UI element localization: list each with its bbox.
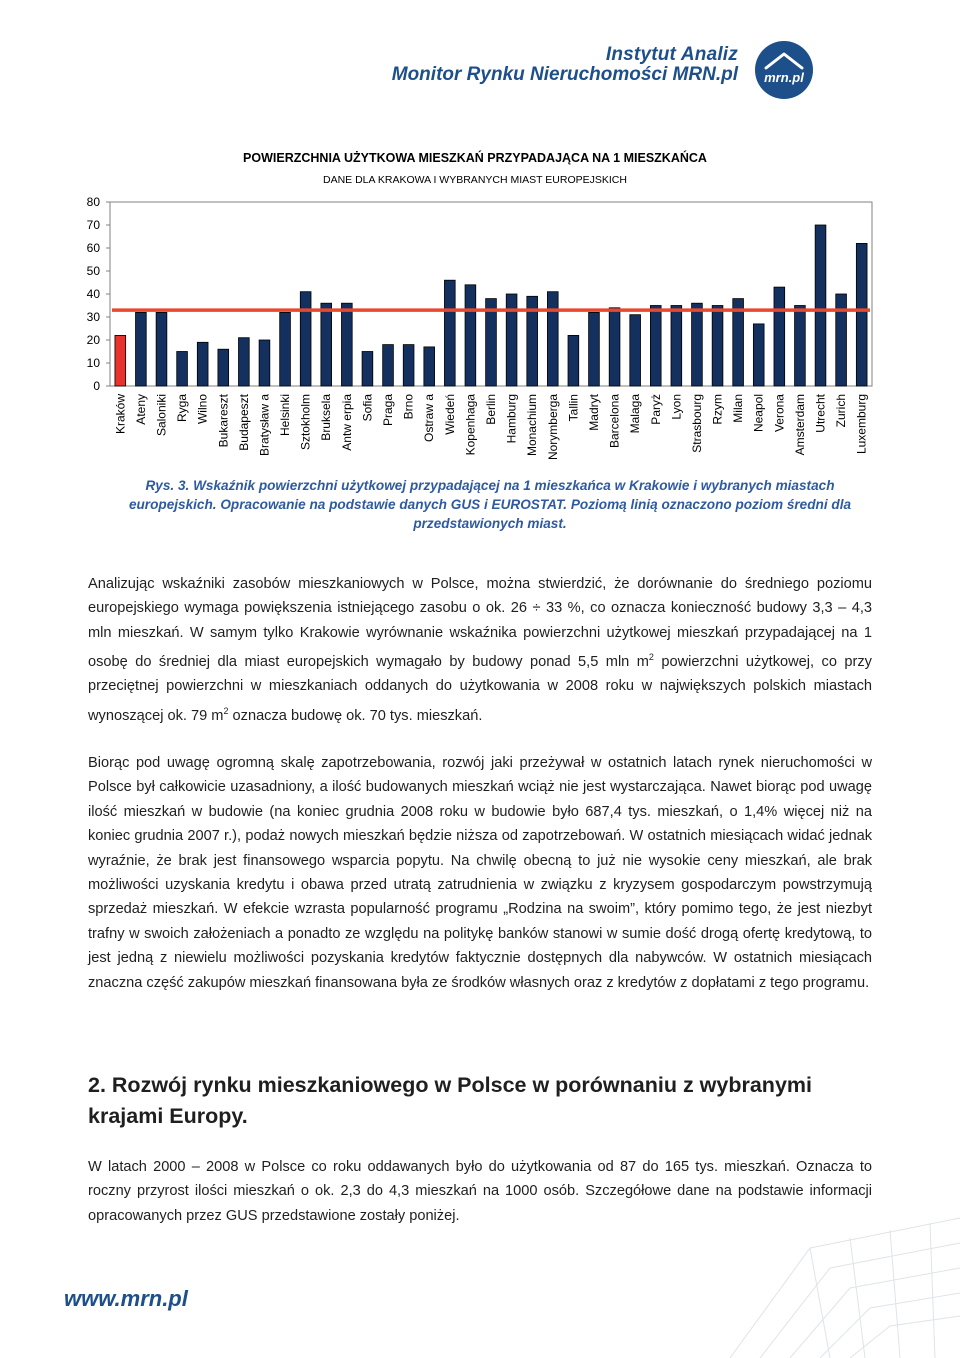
bar-0 [115,335,126,386]
bar-35 [836,294,847,386]
bar-33 [795,306,806,387]
category-label: Kopenhaga [463,394,478,456]
category-label: Sztokholm [298,394,313,451]
category-label: Strasbourg [689,394,704,453]
bar-9 [300,292,311,386]
bar-14 [403,345,414,386]
category-label: Luxemburg [854,394,869,455]
caption-line-2: europejskich. Opracowanie na podstawie danych GUS i EUROSTAT. Poziomą linią oznaczono poziom średni dla [128,497,852,512]
paragraph-1-part-b: powierzchni użytkowej, co przy przeciętnej powierzchni w mieszkaniach oddanych do użytkowania w 2008 roku w największych polskich miastach wynoszącej ok. 79 m [88,654,872,724]
paragraph-1 [88,572,872,728]
bar-36 [856,243,867,386]
caption-line-1: Rys. 3. Wskaźnik powierzchni użytkowej przypadającej na 1 mieszkańca w Krakowie i wybranych miastach [145,478,835,493]
bars [115,225,867,386]
category-label: Praga [381,394,396,427]
bar-28 [692,303,703,386]
mrn-logo-icon [752,38,816,102]
category-label: Wilno [195,394,210,425]
category-labels [113,393,868,460]
bar-11 [341,303,352,386]
bar-3 [177,352,188,387]
category-label: Monachium [525,394,540,457]
category-label: Zurich [834,394,849,428]
category-label: Tallin [566,394,581,422]
category-label: Bruksela [319,394,334,441]
category-label: Antw erpia [339,394,354,451]
category-label: Milan [731,394,746,423]
category-label: Ryga [175,394,190,423]
bar-13 [383,345,394,386]
y-tick-label: 20 [86,333,100,347]
category-label: Amsterdam [792,394,807,456]
category-label: Utrecht [813,394,828,433]
bar-19 [506,294,517,386]
bar-15 [424,347,435,386]
superscript-1: 2 [648,652,654,663]
bar-32 [774,287,785,386]
category-label: Brno [401,394,416,420]
footer-url-link[interactable]: www.mrn.pl [64,1286,188,1311]
category-label: Ateny [133,394,148,425]
bar-26 [650,306,661,387]
category-label: Barcelona [607,394,622,449]
bar-10 [321,303,332,386]
category-label: Hamburg [504,394,519,444]
bar-21 [547,292,558,386]
bar-1 [136,312,147,386]
superscript-2: 2 [223,705,229,716]
bar-22 [568,335,579,386]
bar-34 [815,225,826,386]
caption-line-3: przedstawionych miast. [413,516,567,531]
y-tick-label: 80 [86,195,100,209]
bar-29 [712,306,723,387]
logo-line-monitor: Monitor Rynku Nieruchomości MRN.pl [391,64,738,85]
category-label: Ostraw a [422,394,437,443]
bar-25 [630,315,641,386]
category-label: Helsinki [278,394,293,437]
category-label: Paryż [648,394,663,425]
bar-24 [609,308,620,386]
category-label: Malaga [628,394,643,434]
category-label: Norymberga [545,394,560,461]
bar-5 [218,349,229,386]
paragraph-1-part-a: Analizując wskaźniki zasobów mieszkaniowych w Polsce, można stwierdzić, że dorównanie do średniego poziomu europejskiego wymaga powiększenia istniejącego zasobu o ok. 26 ÷ 33 %, co oznacza konieczność budowy 3,3 – 4,3 mln mieszkań. W samym tylko Krakowie wyrównanie wskaźnika powierzchni użytkowej mieszkań przypadającej na 1 osobę do średniej dla miast europejskich wymagało by budowy ponad 5,5 mln m [88,576,872,671]
category-label: Neapol [751,394,766,433]
bar-6 [239,338,250,386]
bar-12 [362,352,373,387]
category-label: Rzym [710,394,725,425]
paragraph-1-part-c: oznacza budowę ok. 70 tys. mieszkań. [228,707,483,724]
bar-chart [70,140,890,480]
chart-subtitle: DANE DLA KRAKOWA I WYBRANYCH MIAST EUROPEJSKICH [323,174,627,186]
category-label: Kraków [113,394,128,435]
building-decoration-icon [690,1208,960,1358]
paragraph-3: W latach 2000 – 2008 w Polsce co roku oddawanych było do użytkowania od 87 do 165 tys. mieszkań. Oznacza to roczny przyrost ilości mieszkań o ok. 2,3 do 4,3 mieszkań na 1000 osób. Szczegółowe dane na podstawie informacji opracowanych przez GUS przedstawione zostały poniżej. [88,1159,872,1224]
bar-2 [156,312,167,386]
bar-23 [589,312,600,386]
bar-17 [465,285,476,386]
category-label: Budapeszt [236,394,251,451]
chart-title: POWIERZCHNIA UŻYTKOWA MIESZKAŃ PRZYPADAJĄCA NA 1 MIESZKAŃCA [243,151,707,165]
category-label: Wiedeń [442,394,457,435]
section-heading: 2. Rozwój rynku mieszkaniowego w Polsce w porównaniu z wybranymi krajami Europy. [88,1073,812,1128]
y-tick-label: 0 [93,379,100,393]
y-tick-label: 30 [86,310,100,324]
category-label: Saloniki [154,394,169,437]
logo-badge-text: mrn.pl [764,70,804,85]
y-tick-label: 10 [86,356,100,370]
bar-27 [671,306,682,387]
category-label: Berlin [484,394,498,425]
bar-8 [280,312,291,386]
y-tick-label: 60 [86,241,100,255]
y-tick-label: 70 [86,218,100,232]
figure-caption [120,476,860,533]
paragraph-2: Biorąc pod uwagę ogromną skalę zapotrzebowania, rozwój jaki przeżywał w ostatnich latach rynek nieruchomości w Polsce był całkowicie uzasadniony, a ilość budowanych mieszkań wciąż nie jest wystarczająca. Nawet biorąc pod uwagę ilość mieszkań w budowie (na koniec grudnia 2008 roku w budowie było 687,4 tys. mieszkań, o 1,4% więcej niż na koniec grudnia 2007 r.), podaż nowych mieszkań będzie niższa od zapotrzebowań. W ostatnich miesiącach widać jednak wyraźnie, że brak jest finansowego wsparcia popytu. Na chwilę obecną to już nie wysokie ceny mieszkań, ale brak możliwości uzyskania kredytu i obawa przed utratą zatrudnienia w związku z kryzysem gospodarczym powstrzymują sprzedaż mieszkań. W efekcie wzrasta popularność programu „Rodzina na swoim”, który pomimo tego, że jest niezbyt trafny w swoich założeniach a ponadto ze względu na politykę banków stanowi w sumie dość drogą ofertę kredytową, to jest jedną z niewielu możliwości pozyskania kredytów faktycznie dostępnych dla nabywców. W ostatnich miesiącach znaczna część zakupów mieszkań finansowana była ze środków własnych oraz z kredytów z dopłatami z tego programu. [88,755,872,991]
category-label: Bukareszt [216,394,231,448]
bar-31 [753,324,764,386]
y-tick-label: 50 [86,264,100,278]
bar-4 [197,342,208,386]
category-label: Bratysław a [257,394,272,457]
category-label: Madryt [586,394,601,431]
header-logo-text [392,44,738,86]
bar-16 [444,280,455,386]
category-label: Verona [772,394,787,433]
bar-7 [259,340,270,386]
logo-line-institute: Instytut Analiz [605,44,738,65]
y-tick-label: 40 [86,287,100,301]
category-label: Sofia [360,394,375,422]
category-label: Lyon [669,394,684,420]
